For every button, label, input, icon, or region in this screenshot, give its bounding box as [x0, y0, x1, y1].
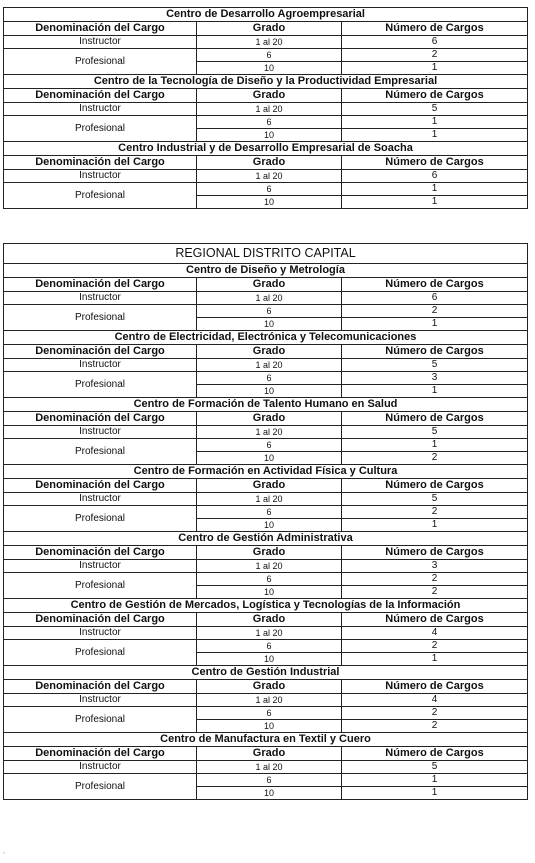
count-instructor: 5 — [342, 359, 528, 372]
header-grado: Grado — [197, 278, 342, 292]
header-grado: Grado — [197, 156, 342, 170]
count-grade-10: 1 — [342, 62, 528, 75]
table-row — [4, 372, 528, 385]
cargo-instructor: Instructor — [4, 103, 197, 116]
count-grade-10: 1 — [342, 787, 528, 800]
cargo-profesional: Profesional — [4, 774, 197, 800]
header-grado: Grado — [197, 546, 342, 560]
grade-6: 6 — [197, 707, 342, 720]
header-numero: Número de Cargos — [342, 89, 528, 103]
header-row — [4, 546, 528, 560]
grade-10: 10 — [197, 586, 342, 599]
center-title-row — [4, 666, 528, 680]
center-title-row — [4, 465, 528, 479]
cargo-profesional: Profesional — [4, 506, 197, 532]
table-row — [4, 707, 528, 720]
region-title-row — [4, 244, 528, 264]
table-row — [4, 359, 528, 372]
count-grade-10: 1 — [342, 318, 528, 331]
count-grade-6: 1 — [342, 183, 528, 196]
table-row — [4, 103, 528, 116]
count-instructor: 5 — [342, 103, 528, 116]
header-numero: Número de Cargos — [342, 345, 528, 359]
center-title: Centro de Manufactura en Textil y Cuero — [4, 733, 528, 747]
header-numero: Número de Cargos — [342, 546, 528, 560]
center-title: Centro de Formación de Talento Humano en Salud — [4, 398, 528, 412]
header-grado: Grado — [197, 22, 342, 36]
grade-6: 6 — [197, 305, 342, 318]
header-numero: Número de Cargos — [342, 412, 528, 426]
table-row — [4, 573, 528, 586]
header-numero: Número de Cargos — [342, 680, 528, 694]
count-grade-10: 2 — [342, 586, 528, 599]
cargo-instructor: Instructor — [4, 359, 197, 372]
count-grade-6: 2 — [342, 707, 528, 720]
table-row — [4, 627, 528, 640]
cargo-instructor: Instructor — [4, 36, 197, 49]
header-cargo: Denominación del Cargo — [4, 89, 197, 103]
grade-instructor: 1 al 20 — [197, 694, 342, 707]
count-grade-6: 2 — [342, 640, 528, 653]
grade-6: 6 — [197, 573, 342, 586]
header-grado: Grado — [197, 412, 342, 426]
count-instructor: 3 — [342, 560, 528, 573]
regional-distrito-capital-table — [3, 243, 528, 800]
grade-6: 6 — [197, 439, 342, 452]
cargo-instructor: Instructor — [4, 170, 197, 183]
table-row — [4, 694, 528, 707]
center-title-row — [4, 142, 528, 156]
grade-instructor: 1 al 20 — [197, 560, 342, 573]
count-grade-10: 2 — [342, 720, 528, 733]
center-title-row — [4, 75, 528, 89]
cargo-instructor: Instructor — [4, 493, 197, 506]
header-row — [4, 479, 528, 493]
table-row — [4, 640, 528, 653]
header-cargo: Denominación del Cargo — [4, 278, 197, 292]
count-grade-6: 1 — [342, 116, 528, 129]
table-row — [4, 774, 528, 787]
count-grade-6: 1 — [342, 439, 528, 452]
count-instructor: 6 — [342, 36, 528, 49]
grade-6: 6 — [197, 774, 342, 787]
center-title: Centro de Gestión Administrativa — [4, 532, 528, 546]
grade-instructor: 1 al 20 — [197, 426, 342, 439]
center-title-row — [4, 264, 528, 278]
grade-6: 6 — [197, 372, 342, 385]
grade-10: 10 — [197, 519, 342, 532]
cargo-profesional: Profesional — [4, 305, 197, 331]
cargo-profesional: Profesional — [4, 573, 197, 599]
grade-instructor: 1 al 20 — [197, 103, 342, 116]
grade-10: 10 — [197, 452, 342, 465]
header-numero: Número de Cargos — [342, 22, 528, 36]
table-row — [4, 426, 528, 439]
center-title: Centro de Gestión Industrial — [4, 666, 528, 680]
center-title: Centro de Diseño y Metrología — [4, 264, 528, 278]
grade-6: 6 — [197, 49, 342, 62]
count-instructor: 4 — [342, 694, 528, 707]
header-cargo: Denominación del Cargo — [4, 747, 197, 761]
header-cargo: Denominación del Cargo — [4, 345, 197, 359]
header-numero: Número de Cargos — [342, 156, 528, 170]
header-row — [4, 278, 528, 292]
header-row — [4, 89, 528, 103]
cargo-profesional: Profesional — [4, 116, 197, 142]
count-grade-6: 2 — [342, 305, 528, 318]
header-row — [4, 412, 528, 426]
header-numero: Número de Cargos — [342, 479, 528, 493]
grade-10: 10 — [197, 196, 342, 209]
grade-instructor: 1 al 20 — [197, 170, 342, 183]
grade-10: 10 — [197, 62, 342, 75]
cargo-instructor: Instructor — [4, 694, 197, 707]
cargo-profesional: Profesional — [4, 640, 197, 666]
table-row — [4, 170, 528, 183]
count-grade-10: 1 — [342, 196, 528, 209]
count-grade-6: 1 — [342, 774, 528, 787]
center-title: Centro de la Tecnología de Diseño y la Productividad Empresarial — [4, 75, 528, 89]
cargo-instructor: Instructor — [4, 426, 197, 439]
header-cargo: Denominación del Cargo — [4, 412, 197, 426]
grade-instructor: 1 al 20 — [197, 627, 342, 640]
center-title-row — [4, 331, 528, 345]
grade-6: 6 — [197, 116, 342, 129]
center-title-row — [4, 733, 528, 747]
grade-instructor: 1 al 20 — [197, 359, 342, 372]
cargo-profesional: Profesional — [4, 372, 197, 398]
table-row — [4, 761, 528, 774]
header-cargo: Denominación del Cargo — [4, 680, 197, 694]
cargo-instructor: Instructor — [4, 627, 197, 640]
count-instructor: 4 — [342, 627, 528, 640]
grade-6: 6 — [197, 506, 342, 519]
region-title: REGIONAL DISTRITO CAPITAL — [4, 244, 528, 264]
header-grado: Grado — [197, 479, 342, 493]
grade-10: 10 — [197, 385, 342, 398]
count-grade-10: 1 — [342, 385, 528, 398]
grade-10: 10 — [197, 129, 342, 142]
table-row — [4, 116, 528, 129]
count-grade-6: 2 — [342, 49, 528, 62]
header-cargo: Denominación del Cargo — [4, 546, 197, 560]
header-cargo: Denominación del Cargo — [4, 22, 197, 36]
footnote-mark: ´ — [3, 853, 6, 860]
table-row — [4, 183, 528, 196]
grade-10: 10 — [197, 720, 342, 733]
cargo-profesional: Profesional — [4, 183, 197, 209]
cargo-profesional: Profesional — [4, 49, 197, 75]
cargo-instructor: Instructor — [4, 761, 197, 774]
header-row — [4, 680, 528, 694]
grade-10: 10 — [197, 653, 342, 666]
count-grade-10: 1 — [342, 519, 528, 532]
header-cargo: Denominación del Cargo — [4, 156, 197, 170]
header-row — [4, 747, 528, 761]
table-row — [4, 506, 528, 519]
header-row — [4, 22, 528, 36]
header-numero: Número de Cargos — [342, 747, 528, 761]
centers-table-top — [3, 7, 528, 209]
count-grade-6: 3 — [342, 372, 528, 385]
center-title: Centro de Formación en Actividad Física y Cultura — [4, 465, 528, 479]
cargo-profesional: Profesional — [4, 707, 197, 733]
grade-instructor: 1 al 20 — [197, 292, 342, 305]
table-row — [4, 493, 528, 506]
center-title: Centro de Electricidad, Electrónica y Telecomunicaciones — [4, 331, 528, 345]
header-numero: Número de Cargos — [342, 278, 528, 292]
cargo-instructor: Instructor — [4, 560, 197, 573]
header-cargo: Denominación del Cargo — [4, 613, 197, 627]
count-instructor: 5 — [342, 426, 528, 439]
header-grado: Grado — [197, 613, 342, 627]
grade-6: 6 — [197, 640, 342, 653]
grade-10: 10 — [197, 318, 342, 331]
grade-10: 10 — [197, 787, 342, 800]
cargo-profesional: Profesional — [4, 439, 197, 465]
header-grado: Grado — [197, 89, 342, 103]
count-grade-10: 1 — [342, 129, 528, 142]
table-row — [4, 36, 528, 49]
header-grado: Grado — [197, 747, 342, 761]
table-row — [4, 49, 528, 62]
grade-instructor: 1 al 20 — [197, 761, 342, 774]
count-grade-10: 1 — [342, 653, 528, 666]
cargo-instructor: Instructor — [4, 292, 197, 305]
header-row — [4, 613, 528, 627]
table-row — [4, 439, 528, 452]
grade-instructor: 1 al 20 — [197, 493, 342, 506]
header-numero: Número de Cargos — [342, 613, 528, 627]
header-row — [4, 345, 528, 359]
center-title-row — [4, 599, 528, 613]
count-instructor: 6 — [342, 292, 528, 305]
header-cargo: Denominación del Cargo — [4, 479, 197, 493]
count-instructor: 5 — [342, 761, 528, 774]
table-row — [4, 560, 528, 573]
table-row — [4, 305, 528, 318]
center-title: Centro Industrial y de Desarrollo Empresarial de Soacha — [4, 142, 528, 156]
center-title-row — [4, 8, 528, 22]
count-grade-6: 2 — [342, 506, 528, 519]
center-title: Centro de Desarrollo Agroempresarial — [4, 8, 528, 22]
count-grade-10: 2 — [342, 452, 528, 465]
grade-instructor: 1 al 20 — [197, 36, 342, 49]
header-grado: Grado — [197, 680, 342, 694]
header-grado: Grado — [197, 345, 342, 359]
center-title-row — [4, 398, 528, 412]
center-title: Centro de Gestión de Mercados, Logística y Tecnologías de la Información — [4, 599, 528, 613]
center-title-row — [4, 532, 528, 546]
count-instructor: 6 — [342, 170, 528, 183]
table-row — [4, 292, 528, 305]
count-instructor: 5 — [342, 493, 528, 506]
count-grade-6: 2 — [342, 573, 528, 586]
header-row — [4, 156, 528, 170]
grade-6: 6 — [197, 183, 342, 196]
